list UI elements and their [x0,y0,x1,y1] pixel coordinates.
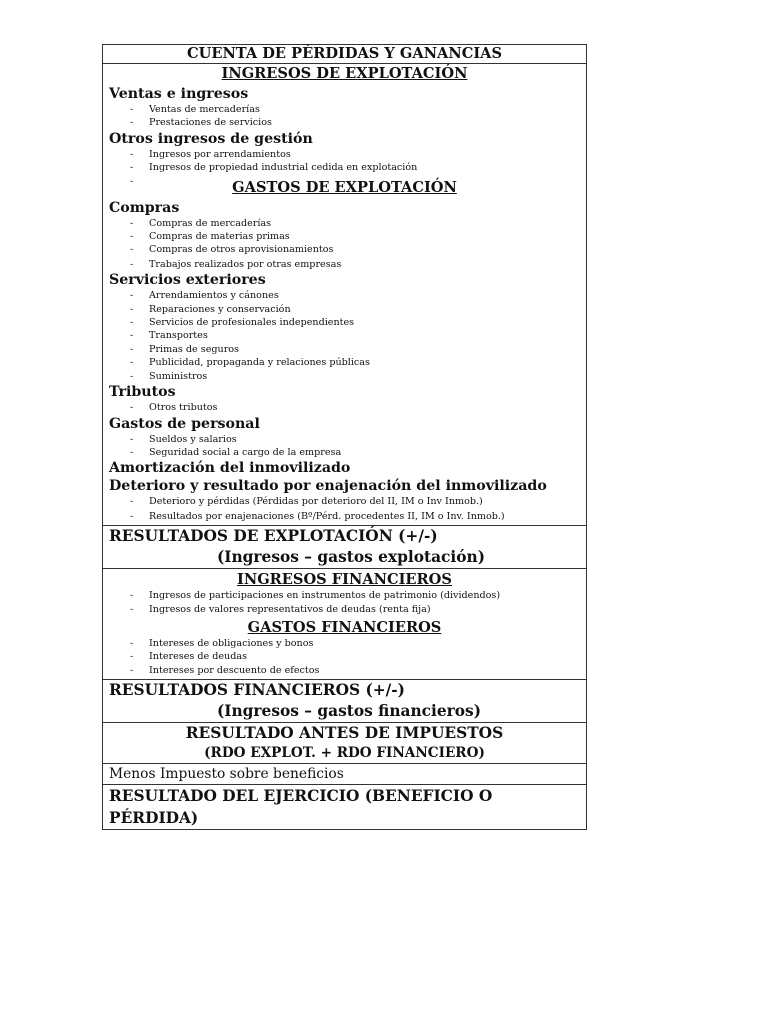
list-item: - Ventas de mercaderías [103,103,586,116]
impairment-heading: Deterioro y resultado por enajenación del inmovilizado [109,478,547,495]
other-income-heading: Otros ingresos de gestión [109,130,313,147]
title-row [103,45,586,64]
income-statement-document [102,44,587,830]
taxes-heading: Tributos [109,384,176,401]
external-services-list [103,289,586,383]
tax-label: Menos Impuesto sobre beneficios [109,766,344,783]
net-result-title: RESULTADO DEL EJERCICIO (BENEFICIO O PÉRDIDA) [109,787,493,828]
list-item: - Ingresos por arrendamientos [103,148,586,161]
tax-row [103,764,586,785]
financial-section [103,571,586,680]
list-item: - Intereses de obligaciones y bonos [103,637,586,650]
sales-heading: Ventas e ingresos [109,86,249,102]
list-item: - Suministros [103,370,586,383]
other-income-list [103,148,586,175]
list-item: - Arrendamientos y cánones [103,289,586,302]
list-item: - Compras de otros aprovisionamientos [103,243,586,256]
list-item: - Ingresos de propiedad industrial cedida en explotación [103,161,586,174]
list-item: - Publicidad, propaganda y relaciones públicas [103,356,586,369]
list-item: - Reparaciones y conservación [103,303,586,316]
list-item: - Ingresos de valores representativos de deudas (renta fija) [103,603,586,616]
purchases-list [103,217,586,272]
document-title: CUENTA DE PÉRDIDAS Y GANANCIAS [186,45,503,62]
taxes-list [103,401,586,414]
operating-result-row [103,526,586,569]
personnel-heading: Gastos de personal [109,415,260,432]
net-result-row [103,785,586,829]
list-item: - Resultados por enajenaciones (Bº/Pérd. procedentes II, IM o Inv. Inmob.) [103,510,586,523]
financial-income-heading: INGRESOS FINANCIEROS [237,571,452,589]
operating-section [103,65,586,526]
personnel-list [103,433,586,460]
financial-expenses-heading: GASTOS FINANCIEROS [247,618,442,636]
operating-result-title: RESULTADOS DE EXPLOTACIÓN (+/-) [109,527,438,546]
purchases-heading: Compras [109,199,180,216]
list-item: - Servicios de profesionales independientes [103,316,586,329]
operating-expenses-heading: GASTOS DE EXPLOTACIÓN [232,178,457,196]
list-item: - Ingresos de participaciones en instrumentos de patrimonio (dividendos) [103,589,586,602]
list-item: - Seguridad social a cargo de la empresa [103,446,586,459]
list-item: - Sueldos y salarios [103,433,586,446]
amortization-heading: Amortización del inmovilizado [109,460,351,477]
financial-result-row [103,680,586,723]
financial-expenses-list [103,637,586,677]
financial-result-title: RESULTADOS FINANCIEROS (+/-) [109,681,405,700]
list-item: - Intereses de deudas [103,650,586,663]
financial-income-list [103,589,586,616]
pretax-result-formula: (RDO EXPLOT. + RDO FINANCIERO) [204,745,485,762]
list-item: - Transportes [103,329,586,342]
external-services-heading: Servicios exteriores [109,272,266,289]
list-item: - Deterioro y pérdidas (Pérdidas por deterioro del II, IM o Inv Inmob.) [103,495,586,508]
list-item: - Intereses por descuento de efectos [103,664,586,677]
operating-result-formula: (Ingresos – gastos explotación) [217,548,486,567]
operating-income-heading: INGRESOS DE EXPLOTACIÓN [221,65,468,82]
list-item: - Trabajos realizados por otras empresas [103,258,586,271]
list-item: - Compras de mercaderías [103,217,586,230]
financial-result-formula: (Ingresos – gastos financieros) [217,702,482,721]
pretax-result-title: RESULTADO ANTES DE IMPUESTOS [185,724,504,743]
pretax-result-row [103,723,586,764]
list-item: - Prestaciones de servicios [103,116,586,129]
list-item: - Compras de materias primas [103,230,586,243]
list-item: - Primas de seguros [103,343,586,356]
sales-list [103,103,586,130]
impairment-list [103,495,586,523]
list-item: - Otros tributos [103,401,586,414]
